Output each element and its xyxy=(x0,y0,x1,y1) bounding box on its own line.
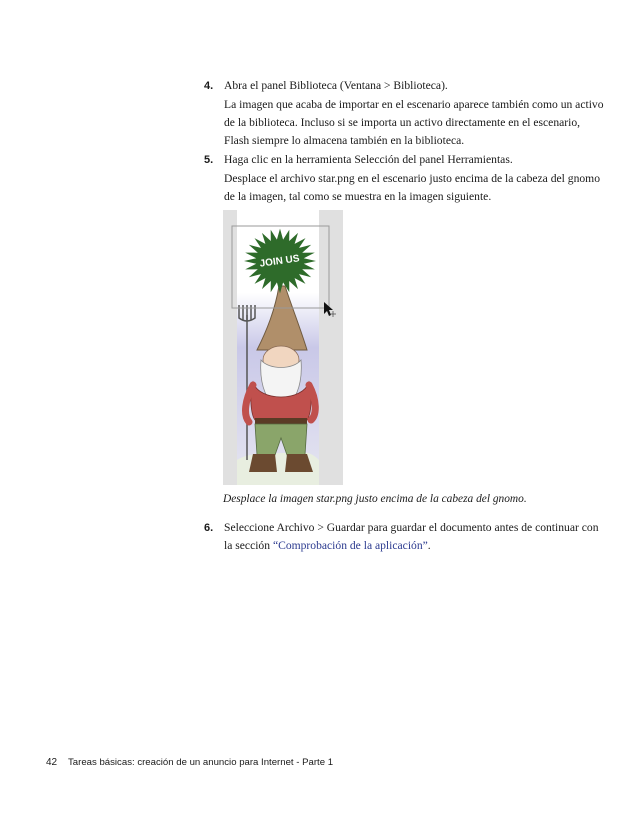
figure-caption: Desplace la imagen star.png justo encima de la cabeza del gnomo. xyxy=(223,493,527,505)
page-number: 42 xyxy=(46,757,58,768)
gnome-boot-left xyxy=(249,454,277,472)
step-text-end: . xyxy=(427,539,431,552)
step-5 xyxy=(204,151,604,206)
step-text: Seleccione Archivo > Guardar para guardar el documento antes de continuar con la sección xyxy=(224,521,599,552)
running-title: Tareas básicas: creación de un anuncio para Internet - Parte 1 xyxy=(68,757,334,768)
step-instruction: Haga clic en la herramienta Selección del panel Herramientas. xyxy=(224,153,513,166)
gnome-illustration xyxy=(223,210,343,485)
step-6 xyxy=(204,519,604,555)
step-4 xyxy=(204,77,604,150)
step-note: Desplace el archivo star.png en el escenario justo encima de la cabeza del gnomo de la imagen, tal como se muestra en la imagen siguiente. xyxy=(224,172,600,203)
section-link[interactable]: “Comprobación de la aplicación” xyxy=(272,539,428,552)
step-number: 6. xyxy=(204,522,214,534)
gnome-star-figure xyxy=(223,210,343,485)
step-number: 5. xyxy=(204,154,214,166)
star-text: JOIN US xyxy=(259,253,301,270)
gnome-belt xyxy=(255,418,307,424)
step-note: La imagen que acaba de importar en el escenario aparece también como un activo de la biblioteca. Incluso si se importa un activo directamente en el escenario, Flash siempre lo almacena también en la biblioteca. xyxy=(224,98,604,147)
step-instruction xyxy=(224,519,604,555)
page-footer xyxy=(46,757,606,769)
step-instruction: Abra el panel Biblioteca (Ventana > Biblioteca). xyxy=(224,79,448,92)
step-number: 4. xyxy=(204,80,214,92)
